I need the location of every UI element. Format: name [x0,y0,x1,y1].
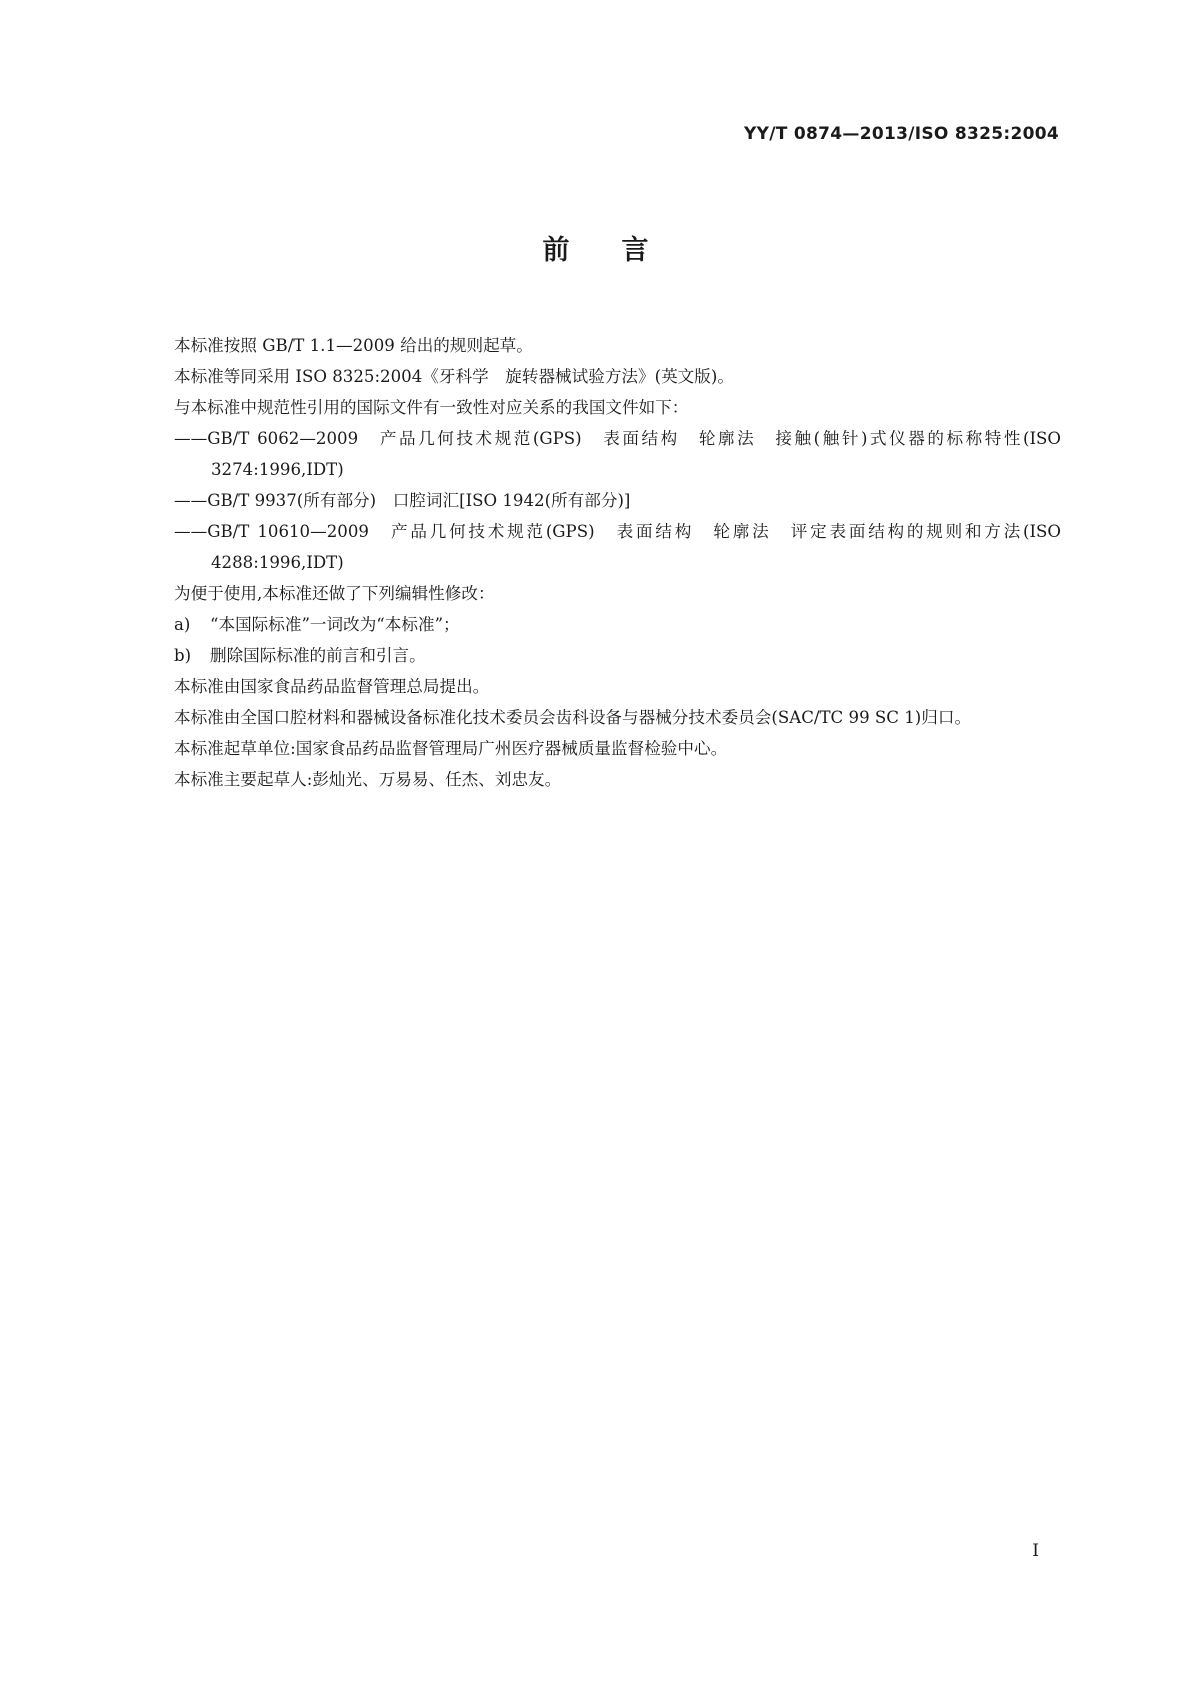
page-number: I [1032,1541,1039,1561]
paragraph-drafting-unit: 本标准起草单位:国家食品药品监督管理局广州医疗器械质量监督检验中心。 [174,739,728,758]
list-item [137,609,1061,640]
list-text: “本国际标准”一词改为“本标准”； [210,615,460,634]
reference-item: ——GB/T 6062—2009 产品几何技术规范(GPS) 表面结构 轮廓法 接触(触针)式仪器的标称特性(ISO 3274:1996,IDT) [174,429,1061,479]
reference-item: ——GB/T 9937(所有部分) 口腔词汇[ISO 1942(所有部分)] [174,491,631,510]
paragraph-proposer: 本标准由国家食品药品监督管理总局提出。 [174,677,490,696]
paragraph-drafting-rules: 本标准按照 GB/T 1.1—2009 给出的规则起草。 [174,336,533,355]
standard-code: YY/T 0874—2013/ISO 8325:2004 [744,124,1059,144]
paragraph-adoption: 本标准等同采用 ISO 8325:2004《牙科学 旋转器械试验方法》(英文版)。 [174,367,734,386]
paragraph-drafters: 本标准主要起草人:彭灿光、万易易、任杰、刘忠友。 [174,770,562,789]
paragraph-editorial-changes: 为便于使用,本标准还做了下列编辑性修改： [174,584,495,603]
paragraph-references-intro: 与本标准中规范性引用的国际文件有一致性对应关系的我国文件如下： [174,398,689,417]
list-label: a) [174,615,191,634]
list-label: b) [174,646,192,665]
list-item [137,640,1061,671]
page-title: 前言 [542,235,701,266]
paragraph-administrator: 本标准由全国口腔材料和器械设备标准化技术委员会齿科设备与器械分技术委员会(SAC/TC 99 SC 1)归口。 [174,708,972,727]
list-text: 删除国际标准的前言和引言。 [210,646,426,665]
foreword-body [137,330,1061,795]
reference-item: ——GB/T 10610—2009 产品几何技术规范(GPS) 表面结构 轮廓法 评定表面结构的规则和方法(ISO 4288:1996,IDT) [174,522,1061,572]
